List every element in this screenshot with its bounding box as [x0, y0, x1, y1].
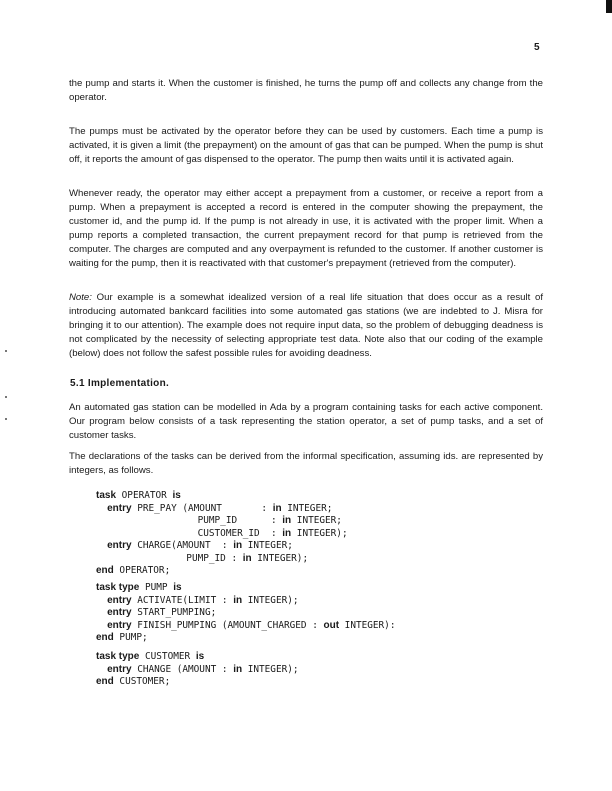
code-line — [96, 490, 348, 503]
paragraph-pumps: The pumps must be activated by the operator before they can be used by customers. Each time a pump is activated, it is given a limit (the prepayment) on the amount of gas that can be pumped. When the pump is shut off, it reports the amount of gas dispensed to the operator. The pump then waits until it is activated again. — [69, 126, 543, 165]
code-text: CUSTOMER; — [113, 676, 171, 687]
code-line — [96, 595, 395, 608]
code-block-operator — [96, 490, 348, 578]
code-line — [96, 607, 395, 620]
code-text: INTEGER); — [242, 663, 299, 675]
code-keyword: end — [96, 632, 114, 643]
scan-speck — [5, 418, 7, 420]
code-line — [96, 528, 348, 541]
code-line — [96, 676, 299, 689]
paragraph-implementation: An automated gas station can be modelled in Ada by a program containing tasks for each active component. Our program below consists of a task representing the station operator, a set of pump tasks, and a set of customer tasks. — [69, 402, 543, 441]
code-text: INTEGER); — [242, 594, 299, 606]
code-keyword: entry — [96, 663, 132, 675]
code-line — [96, 632, 395, 645]
paragraph-operator: Whenever ready, the operator may either accept a prepayment from a customer, or receive a report from a pump. When a prepayment is accepted a record is entered in the computer showing the prepayment, the customer id, and the pump id. If the pump is not already in use, it is activated with the proper limit. When a pump reports a completed transaction, the current prepayment record for that pump is retrieved from the computer. The charges are computed and any overpayment is refunded to the customer. If another customer is waiting for the pump, then it is reactivated with that customer's prepayment (retrieved from the computer). — [69, 188, 543, 269]
code-text: INTEGER; — [291, 515, 342, 526]
code-keyword: task type — [96, 582, 140, 593]
code-keyword: in — [282, 527, 292, 539]
code-line — [96, 553, 348, 566]
code-text: CUSTOMER — [139, 651, 196, 662]
code-text: PUMP — [139, 582, 174, 593]
page-number: 5 — [534, 42, 540, 53]
code-line — [96, 664, 299, 677]
code-text: PUMP_ID : — [96, 515, 283, 526]
note-label: Note: — [69, 292, 92, 303]
code-keyword: in — [233, 540, 243, 551]
code-text: PUMP_ID : — [96, 552, 243, 564]
code-keyword: is — [195, 651, 205, 662]
code-keyword: in — [272, 502, 282, 514]
code-text: INTEGER; — [281, 502, 333, 514]
code-keyword: entry — [96, 540, 132, 551]
code-keyword: entry — [96, 607, 132, 618]
paragraph-continuation: the pump and starts it. When the customer is finished, he turns the pump off and collects any change from the operator. — [69, 78, 543, 103]
paragraph-note — [69, 291, 543, 361]
code-text: INTEGER): — [339, 619, 396, 631]
code-keyword: is — [173, 582, 182, 593]
code-text: CUSTOMER_ID : — [96, 527, 283, 539]
paragraph-declarations: The declarations of the tasks can be derived from the informal specification, assuming ids. are represented by integers, as follows. — [69, 451, 543, 476]
code-text: OPERATOR — [116, 490, 173, 501]
scan-corner-mark — [606, 0, 612, 13]
code-keyword: task — [96, 490, 117, 501]
code-keyword: out — [323, 619, 340, 631]
code-keyword: entry — [96, 502, 132, 514]
code-text: OPERATOR; — [113, 565, 171, 576]
code-text: START_PUMPING; — [131, 607, 217, 618]
code-keyword: task type — [96, 651, 140, 662]
code-block-pump — [96, 582, 395, 645]
code-line — [96, 540, 348, 553]
code-keyword: in — [282, 515, 292, 526]
code-text: PRE_PAY (AMOUNT : — [131, 502, 273, 514]
code-keyword: in — [242, 552, 252, 564]
code-line — [96, 565, 348, 578]
code-line — [96, 651, 299, 664]
scan-speck — [5, 396, 7, 398]
code-text: ACTIVATE(LIMIT : — [131, 594, 234, 606]
code-line — [96, 515, 348, 528]
code-line — [96, 620, 395, 633]
code-keyword: is — [172, 490, 181, 501]
code-keyword: end — [96, 676, 114, 687]
code-keyword: entry — [96, 594, 132, 606]
code-text: PUMP; — [113, 632, 148, 643]
code-keyword: in — [233, 663, 243, 675]
code-keyword: entry — [96, 619, 132, 631]
scan-speck — [5, 350, 7, 352]
code-text: INTEGER); — [291, 527, 348, 539]
code-line — [96, 503, 348, 516]
code-line — [96, 582, 395, 595]
code-text: CHARGE(AMOUNT : — [131, 540, 234, 551]
code-text: INTEGER); — [251, 552, 309, 564]
code-keyword: in — [233, 594, 243, 606]
code-block-customer — [96, 651, 299, 689]
code-text: CHANGE (AMOUNT : — [131, 663, 234, 675]
code-text: INTEGER; — [242, 540, 293, 551]
code-text: FINISH_PUMPING (AMOUNT_CHARGED : — [131, 619, 324, 631]
code-keyword: end — [96, 565, 114, 576]
section-heading: 5.1 Implementation. — [70, 378, 170, 389]
note-text: Our example is a somewhat idealized version of a real life situation that does occur as a result of introducing automated bankcard facilities into some automated gas stations (we are indebted to J. Misra for bringing it to our attention). The example does not require input data, so the problem of debugging deadness is not complicated by the necessity of selecting appropriate test data. Note also that our coding of the example (below) does not follow the safest possible rules for avoiding deadness. — [69, 292, 543, 359]
